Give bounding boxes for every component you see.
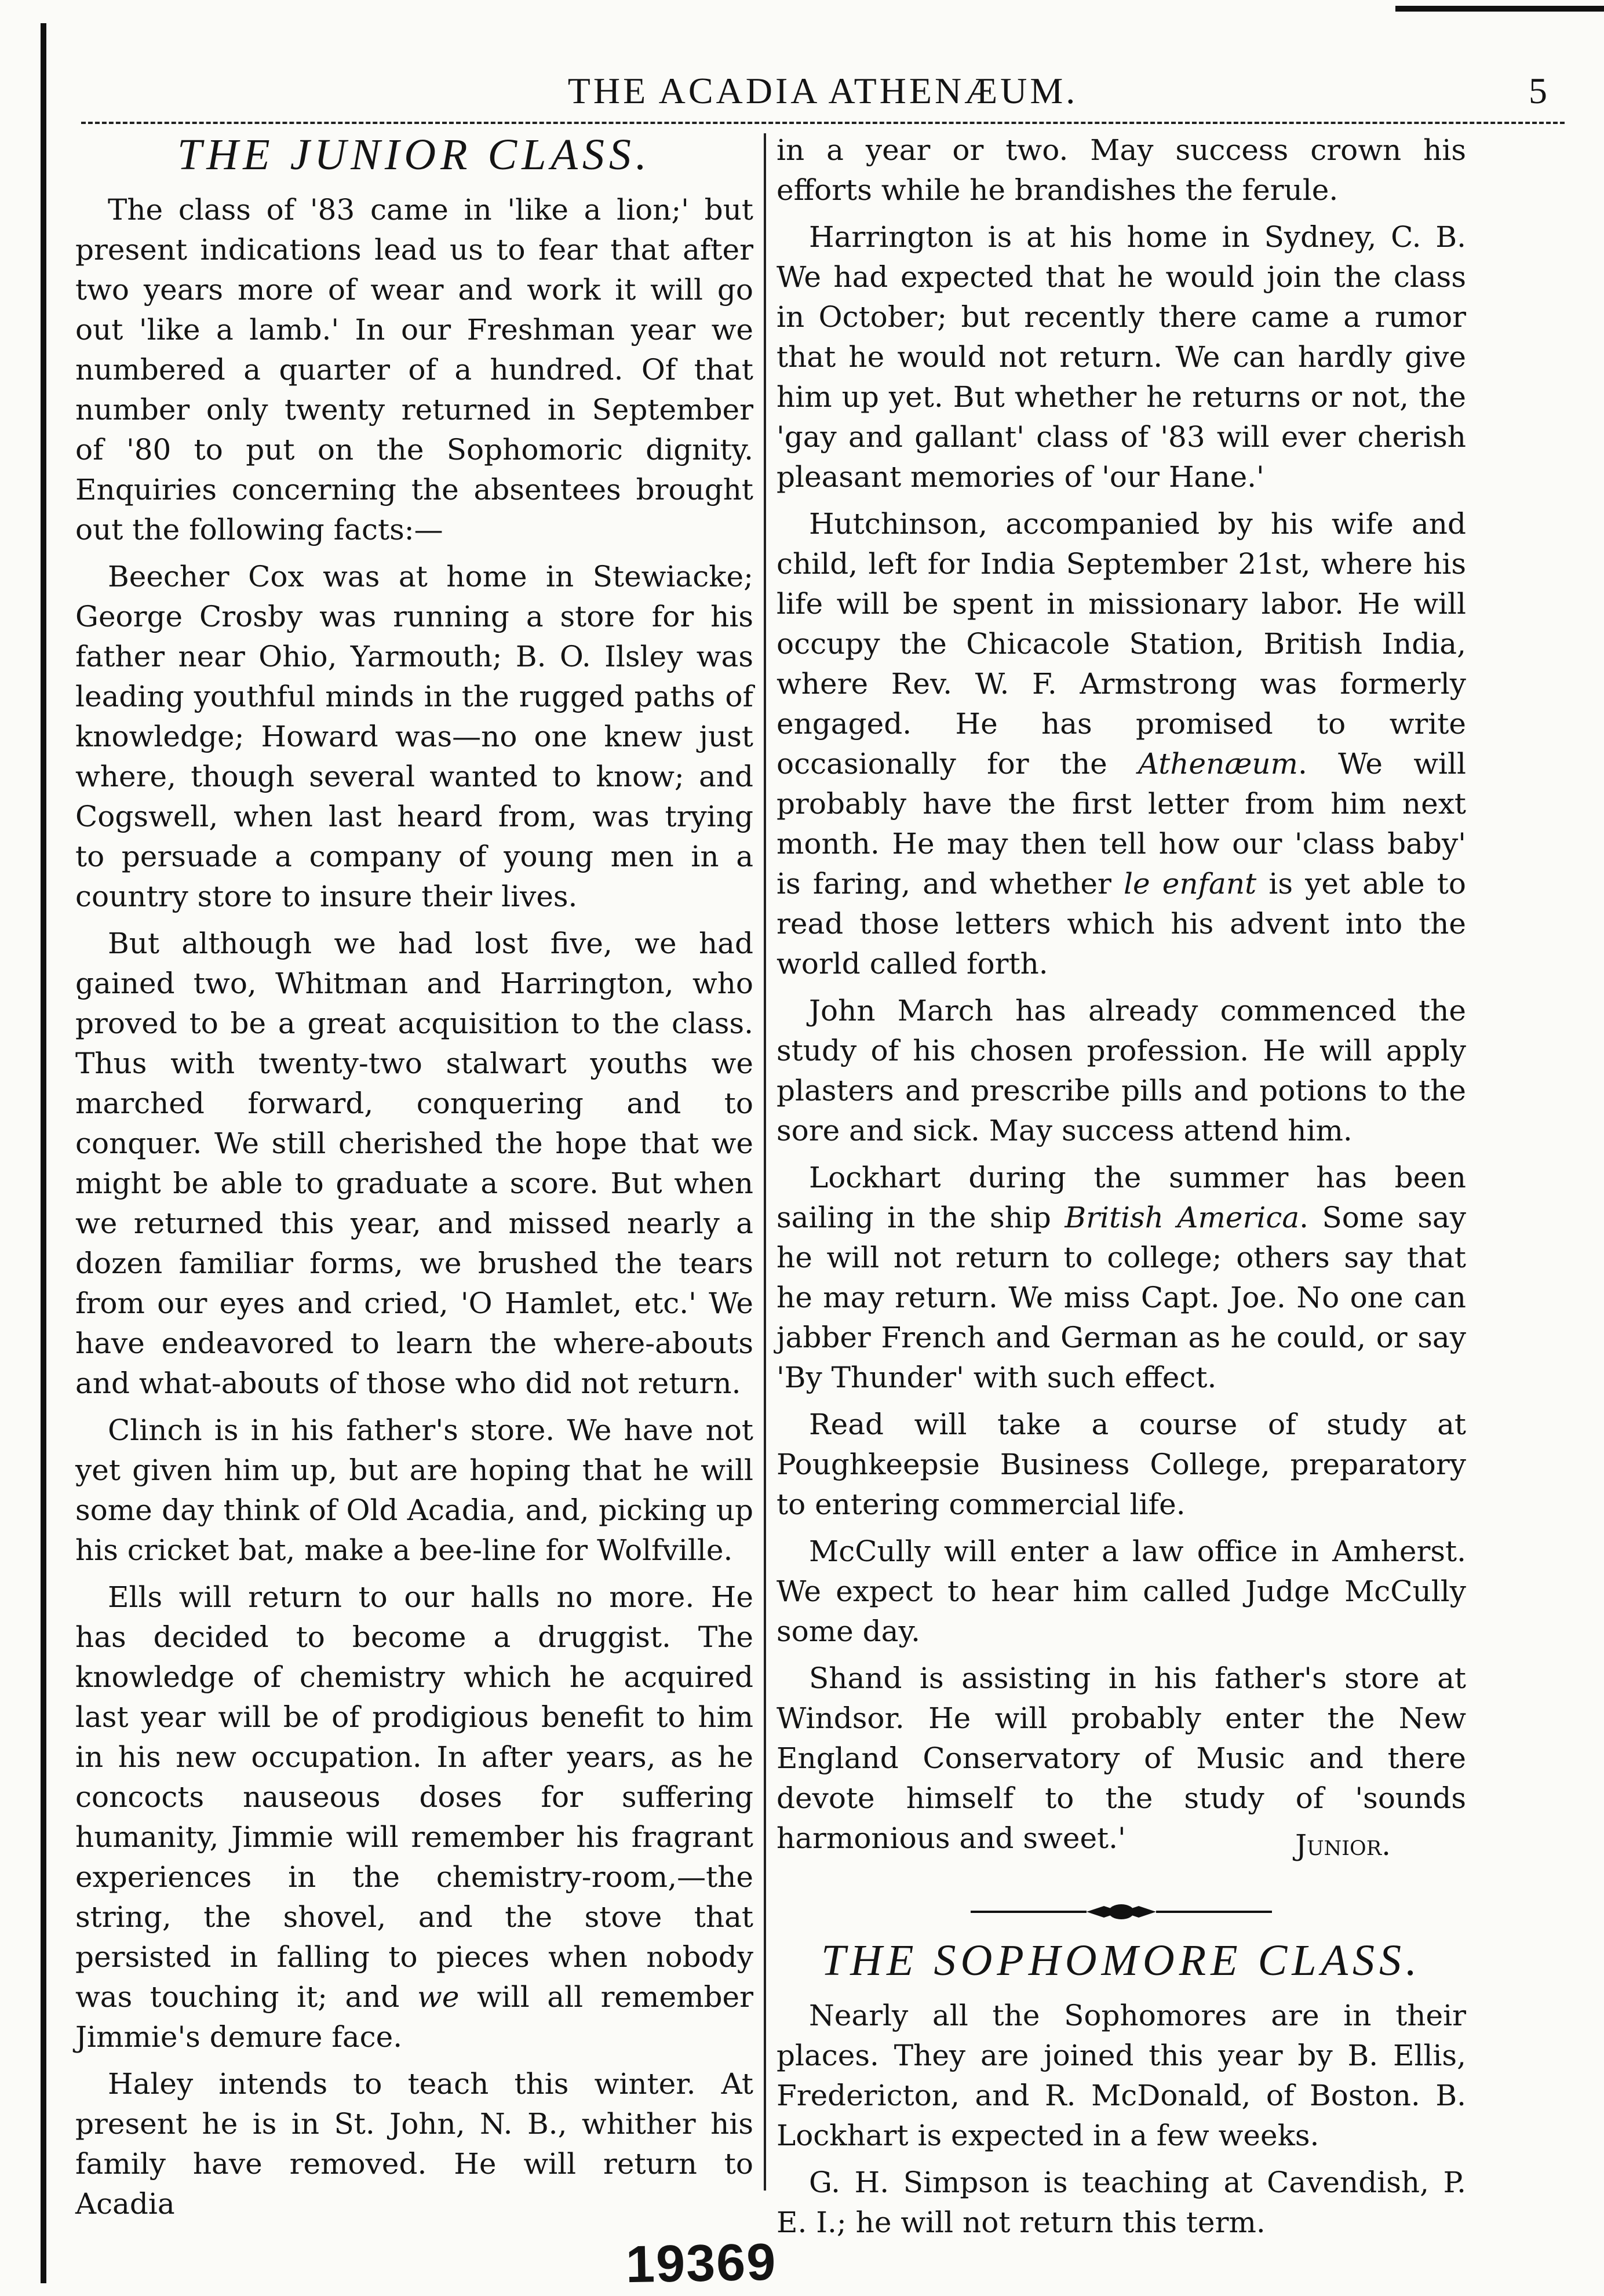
running-title: THE ACADIA ATHENÆUM. — [567, 70, 1078, 111]
junior-paragraph-read: Read will take a course of study at Poughkeepsie Business College, preparatory to entering commercial life. — [777, 1408, 1466, 1521]
sophomore-paragraph-simpson: G. H. Simpson is teaching at Cavendish, P. E. I.; he will not return this term. — [777, 2166, 1466, 2239]
junior-class-heading: THE JUNIOR CLASS. — [177, 130, 651, 179]
hutchinson-text-a: Hutchinson, accompanied by his wife and child, left for India September 21st, where his life will be spent in missionary labor. He will occupy the Chicacole Station, British India, where Rev. W. F. Armstrong was formerly engaged. He has promised to write occasionally for the — [777, 507, 1466, 781]
junior-paragraph-ells — [75, 1577, 753, 2057]
athenaeum-title: Athenæum — [1138, 747, 1298, 781]
handwritten-archive-number: 19369 — [625, 2233, 778, 2294]
junior-paragraph-gained: But although we had lost five, we had gained two, Whitman and Harrington, who proved to be a great acquisition to the class. Thus with twenty-two stalwart youths we marched forward, conquering and to conquer. We still cherished the hope that we might be able to graduate a score. But when we returned this year, and missed nearly a dozen familiar forms, we brushed the tears from our eyes and cried, 'O Hamlet, etc.' We have endeavored to learn the where-abouts and what-abouts of those who did not return. — [75, 927, 753, 1400]
page-edge-rule — [41, 23, 46, 2283]
junior-paragraph-absentees: Beecher Cox was at home in Stewiacke; George Crosby was running a store for his father near Ohio, Yarmouth; B. O. Ilsley was leading youthful minds in the rugged paths of knowledge; Howard was—no one knew just where, though several wanted to know; and Cogswell, when last heard from, was trying to persuade a company of young men in a country store to insure their lives. — [75, 560, 753, 913]
hutchinson-text-c: is yet able to read those letters which his advent into the world called forth. — [777, 867, 1466, 981]
junior-paragraph-hutchinson — [777, 504, 1466, 984]
hutchinson-text-b: . We will probably have the first letter from him next month. He may then tell how our 'class baby' is faring, and whether — [777, 747, 1466, 901]
junior-paragraph-intro: The class of '83 came in 'like a lion;' but present indications lead us to fear that after two years more of wear and work it will go out 'like a lamb.' In our Freshman year we numbered a quarter of a hundred. Of that number only twenty returned in September of '80 to put on the Sophomoric dignity. Enquiries concerning the absentees brought out the following facts:— — [75, 193, 753, 546]
lockhart-text-a: Lockhart during the summer has been sailing in the ship — [777, 1161, 1466, 1234]
junior-paragraph-harrington: Harrington is at his home in Sydney, C. B. We had expected that he would join the class in October; but recently there came a rumor that he would not return. We can hardly give him up yet. But whether he returns or not, the 'gay and gallant' class of '83 will ever cherish pleasant memories of 'our Hane.' — [777, 220, 1466, 494]
ells-text-we: we — [417, 1980, 460, 2014]
junior-paragraph-lockhart — [777, 1158, 1466, 1398]
junior-paragraph-shand: Shand is assisting in his father's store at Windsor. He will probably enter the New England Conservatory of Music and there devote himself to the study of 'sounds harmonious and sweet.' — [777, 1661, 1466, 1855]
header-rule — [81, 122, 1565, 124]
ells-text-b: will all remember Jimmie's demure face. — [75, 1980, 754, 2054]
junior-paragraph-haley-continued: in a year or two. May success crown his efforts while he brandishes the ferule. — [777, 133, 1466, 207]
le-enfant-phrase: le enfant — [1124, 867, 1257, 901]
junior-paragraph-mccully: McCully will enter a law office in Amherst. We expect to hear him called Judge McCully some day. — [777, 1535, 1466, 1648]
junior-paragraph-haley: Haley intends to teach this winter. At present he is in St. John, N. B., whither his family have removed. He will return to Acadia — [75, 2067, 753, 2221]
column-divider — [764, 133, 766, 2191]
right-column — [777, 130, 1466, 2250]
left-column — [75, 130, 753, 2231]
ells-text-a: Ells will return to our halls no more. He has decided to become a druggist. The knowledge of chemistry which he acquired last year will be of prodigious benefit to him in his new occupation. In after years, as he concocts nauseous doses for suffering humanity, Jimmie will remember his fragrant experiences in the chemistry-room,—the string, the shovel, and the stove that persisted in falling to pieces when nobody was touching it; and — [75, 1580, 753, 2014]
junior-paragraph-march: John March has already commenced the study of his chosen profession. He will apply plasters and prescribe pills and potions to the sore and sick. May success attend him. — [777, 994, 1466, 1147]
junior-paragraph-clinch: Clinch is in his father's store. We have not yet given him up, but are hoping that he will some day think of Old Acadia, and, picking up his cricket bat, make a bee-line for Wolfville. — [75, 1413, 753, 1567]
lockhart-text-b: . Some say he will not return to college; others say that he may return. We miss Capt. Joe. No one can jabber French and German as he could, or say 'By Thunder' with such effect. — [777, 1201, 1466, 1394]
junior-signature: Junior. — [1295, 1828, 1391, 1862]
ship-name: British America — [1065, 1201, 1300, 1234]
top-corner-rule — [1395, 6, 1604, 12]
page-header — [81, 70, 1565, 122]
sophomore-class-heading: THE SOPHOMORE CLASS. — [821, 1936, 1422, 1985]
section-divider-ornament-icon — [971, 1900, 1272, 1923]
page-number: 5 — [1529, 70, 1547, 111]
sophomore-paragraph-places: Nearly all the Sophomores are in their places. They are joined this year by B. Ellis, Fredericton, and R. McDonald, of Boston. B. Lockhart is expected in a few weeks. — [777, 1999, 1466, 2152]
